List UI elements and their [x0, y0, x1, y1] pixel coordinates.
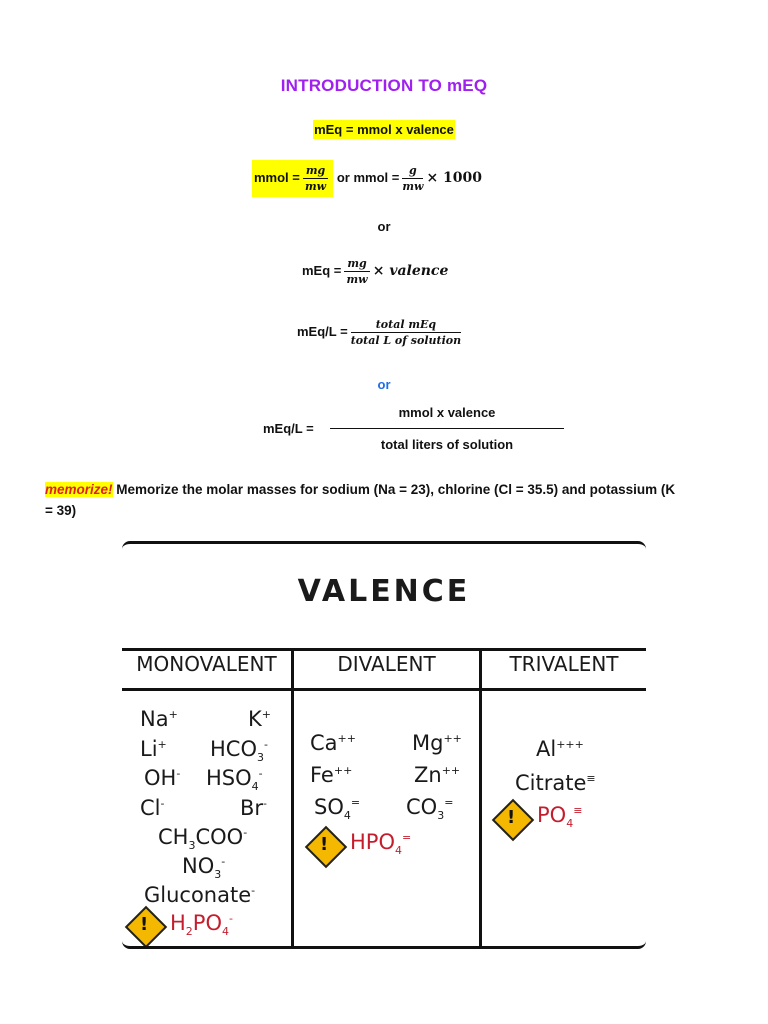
- header-monovalent: MONOVALENT: [136, 652, 277, 676]
- warning-mark: !: [320, 834, 329, 855]
- formula-meq: mEq = $\frac{mg}{mw}$ × valence: [302, 257, 449, 286]
- ion-citrate: Citrate≡: [515, 771, 596, 795]
- ion-nitrate: $NO_3^-$: [182, 854, 226, 882]
- ion-phosphate: $PO_4^\equiv$: [537, 803, 583, 831]
- ion-hydrogen-phosphate: $HPO_4^=$: [350, 830, 412, 858]
- column-divider-1: [291, 648, 294, 946]
- formula-mmol: mmol = $\frac{mg}{mw}$ or mmol = $\frac{g}{mw}$ × 1000: [252, 160, 482, 197]
- formula-meql-2-denominator: total liters of solution: [380, 437, 514, 452]
- page-title: INTRODUCTION TO mEQ: [280, 76, 488, 95]
- ion-bisulfate: $HSO_4^-$: [206, 766, 263, 794]
- or-text-2: or: [377, 377, 391, 392]
- ion-hydroxide: OH-: [144, 766, 181, 790]
- valence-chart: [122, 541, 646, 949]
- ion-acetate: $CH_3COO^-$: [158, 825, 248, 853]
- memorize-paragraph: memorize! Memorize the molar masses for sodium (Na = 23), chlorine (Cl = 35.5) and potassium (K = 39): [45, 482, 676, 518]
- ion-sulfate: $SO_4^=$: [314, 795, 361, 823]
- ion-potassium: K+: [248, 707, 271, 731]
- fraction-meql: $\frac{\text{total mEq}}{\text{total L of solution}}$: [350, 318, 462, 347]
- header-bottom-line: [122, 688, 646, 691]
- fraction-bar: [330, 428, 564, 429]
- memorize-tag: memorize!: [45, 482, 113, 497]
- fraction-g-mw: $\frac{g}{mw}$: [402, 164, 424, 193]
- formula-meq-mmol: mEq = mmol x valence: [314, 122, 454, 137]
- valence-title: VALENCE: [297, 574, 471, 609]
- fraction-meq: $\frac{mg}{mw}$: [344, 257, 369, 286]
- ion-magnesium: Mg++: [412, 731, 462, 755]
- header-divalent: DIVALENT: [337, 652, 436, 676]
- formula-meql-2-numerator: mmol x valence: [398, 405, 496, 420]
- ion-gluconate: Gluconate-: [144, 883, 256, 907]
- ion-zinc: Zn++: [414, 763, 461, 787]
- formula-meql-2-label: mEq/L =: [263, 421, 314, 436]
- column-divider-2: [479, 648, 482, 946]
- ion-chloride: Cl-: [140, 796, 165, 820]
- ion-sodium: Na+: [140, 707, 178, 731]
- warning-mark: !: [507, 807, 516, 828]
- ion-carbonate: $CO_3^=$: [406, 795, 454, 823]
- ion-dihydrogen-phosphate: $H_2PO_4^-$: [170, 911, 233, 939]
- header-top-line: [122, 648, 646, 651]
- ion-aluminum: Al+++: [536, 737, 584, 761]
- or-text-1: or: [377, 219, 391, 234]
- warning-mark: !: [140, 914, 149, 935]
- ion-bromide: Br-: [240, 796, 268, 820]
- header-trivalent: TRIVALENT: [509, 652, 619, 676]
- ion-lithium: Li+: [140, 737, 167, 761]
- ion-bicarbonate: $HCO_3^-$: [210, 737, 268, 765]
- fraction-mg-mw: $\frac{mg}{mw}$: [303, 164, 328, 193]
- formula-meql: mEq/L = $\frac{\text{total mEq}}{\text{total L of solution}}$: [297, 318, 462, 347]
- ion-iron: Fe++: [310, 763, 353, 787]
- ion-calcium: Ca++: [310, 731, 356, 755]
